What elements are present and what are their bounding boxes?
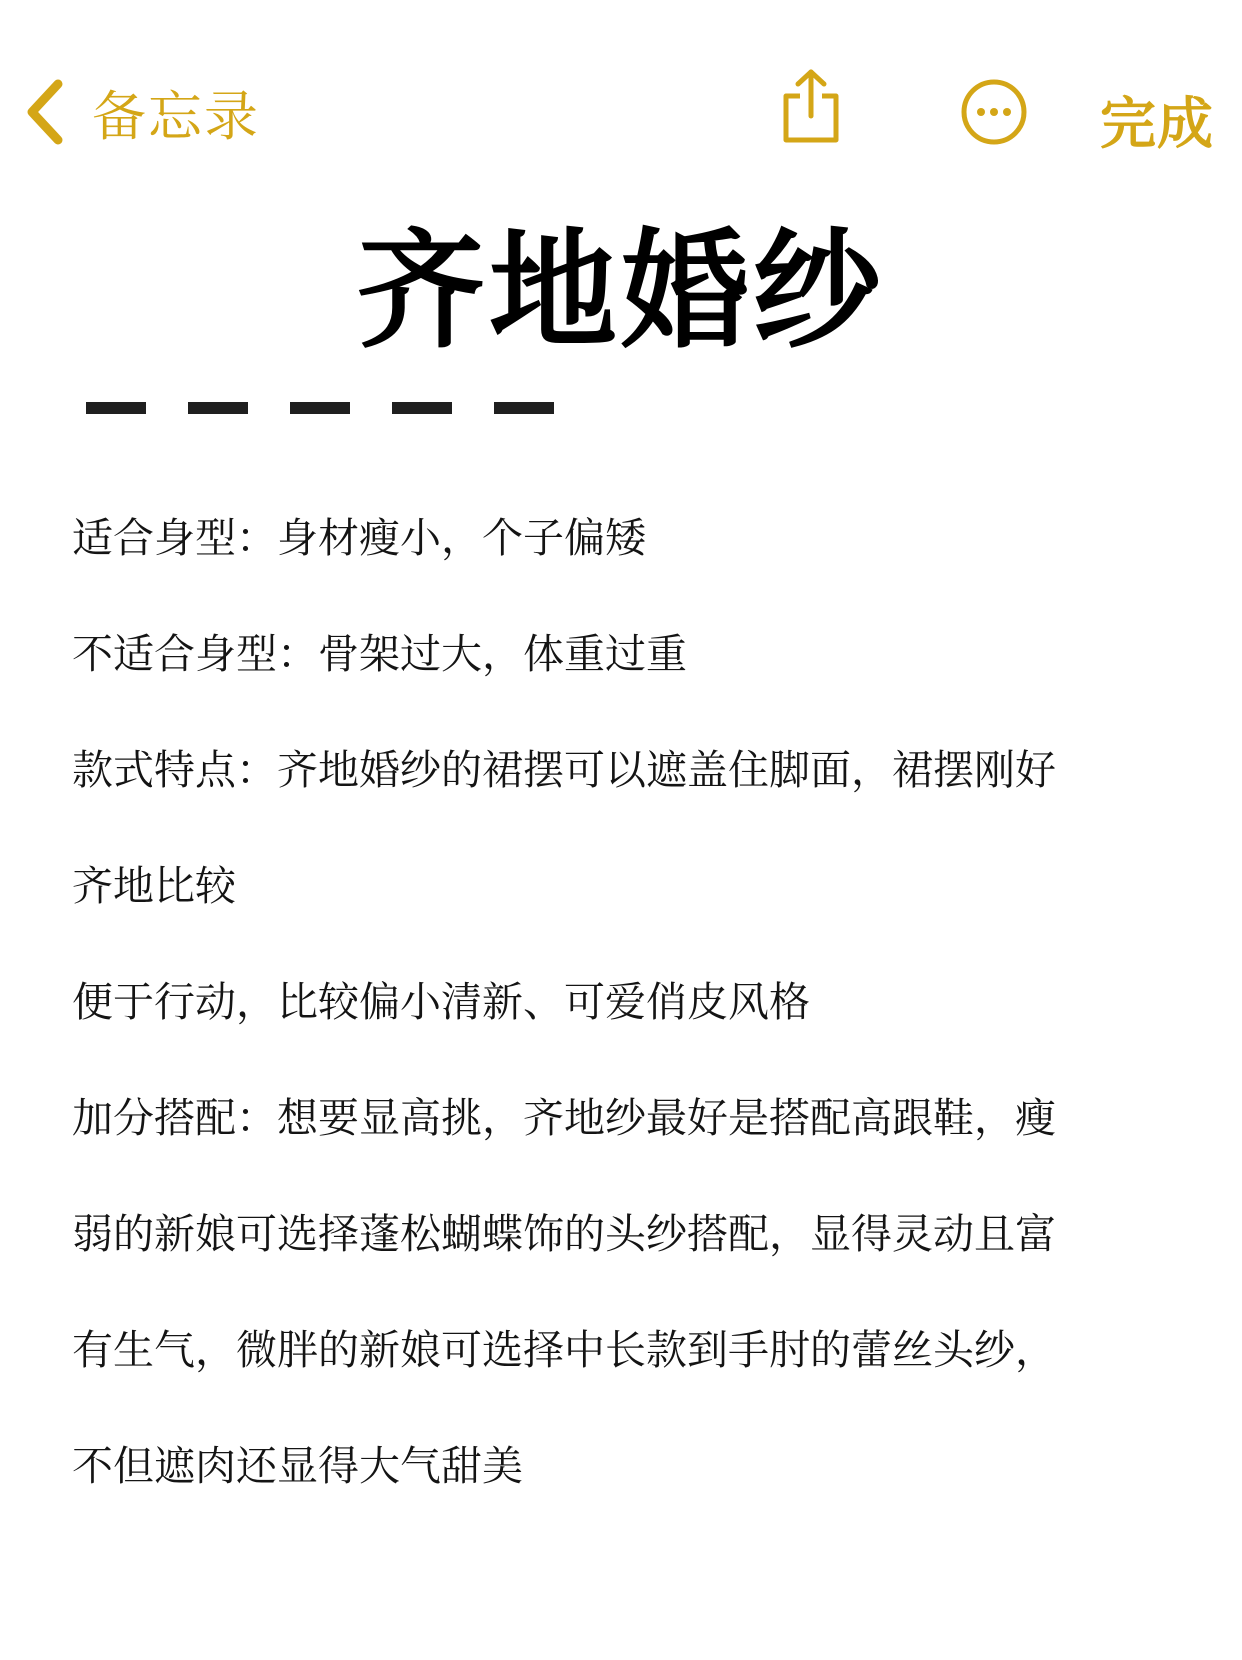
note-line: 适合身型：身材瘦小，个子偏矮 (72, 514, 646, 562)
divider-dash (494, 402, 554, 414)
chevron-left-icon (22, 76, 66, 148)
note-line: 有生气，微胖的新娘可选择中长款到手肘的蕾丝头纱， (72, 1326, 1056, 1374)
note-body[interactable] (72, 480, 1172, 1524)
divider-dash (188, 402, 248, 414)
more-icon (960, 131, 1028, 150)
share-icon (780, 131, 842, 150)
note-line: 弱的新娘可选择蓬松蝴蝶饰的头纱搭配，显得灵动且富 (72, 1210, 1056, 1258)
back-button[interactable] (22, 72, 260, 152)
dash-divider (86, 402, 596, 414)
divider-dash (86, 402, 146, 414)
note-line: 加分搭配：想要显高挑，齐地纱最好是搭配高跟鞋，瘦 (72, 1094, 1056, 1142)
divider-dash (392, 402, 452, 414)
done-button[interactable]: 完成 (1100, 92, 1214, 157)
note-line: 不适合身型：骨架过大，体重过重 (72, 630, 687, 678)
note-line: 便于行动，比较偏小清新、可爱俏皮风格 (72, 978, 810, 1026)
back-label: 备忘录 (92, 84, 260, 148)
note-line: 款式特点：齐地婚纱的裙摆可以遮盖住脚面，裙摆刚好 (72, 746, 1056, 794)
divider-dash (290, 402, 350, 414)
share-button[interactable] (780, 68, 842, 150)
more-button[interactable] (960, 78, 1028, 150)
navigation-bar (0, 0, 1242, 200)
note-line: 齐地比较 (72, 862, 236, 910)
note-line: 不但遮肉还显得大气甜美 (72, 1442, 523, 1490)
note-title: 齐地婚纱 (356, 217, 885, 366)
